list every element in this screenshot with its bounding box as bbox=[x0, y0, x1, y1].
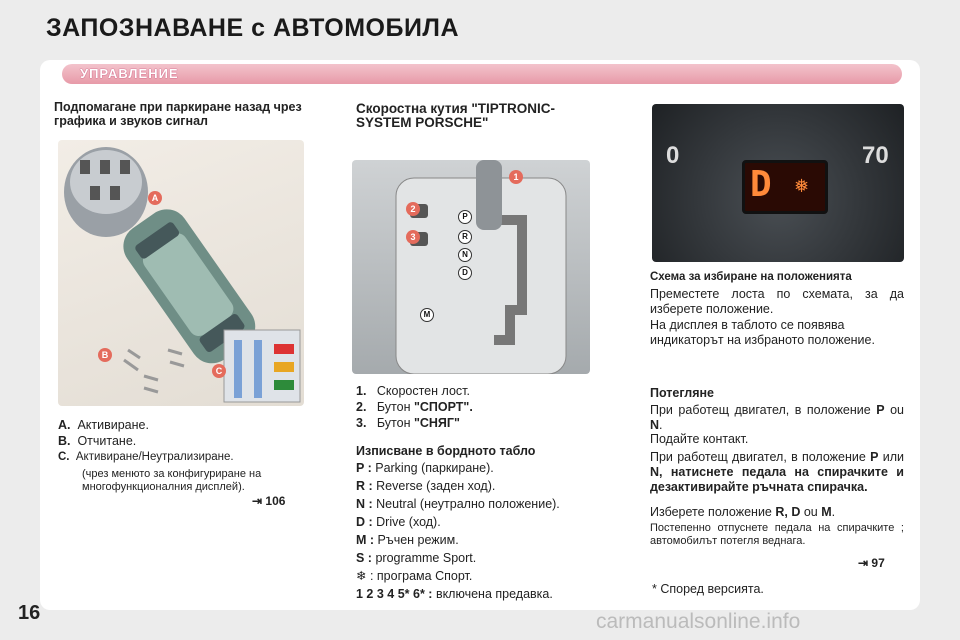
display-item-d: D : Drive (ход). bbox=[356, 515, 441, 529]
callout-3: 3 bbox=[406, 230, 420, 244]
start-paragraph-5: Постепенно отпуснете педала на спирачките ; автомобилът потегля веднага. bbox=[650, 522, 904, 547]
gate-letter-m: M bbox=[420, 308, 434, 322]
scheme-paragraph-2: На дисплея в таблото се появява индикаторът на избраното положение. bbox=[650, 318, 875, 347]
parking-illustration bbox=[58, 140, 304, 406]
parking-heading: Подпомагане при паркиране назад чрез графика и звуков сигнал bbox=[54, 100, 302, 128]
page-title: ЗАПОЗНАВАНЕ с АВТОМОБИЛА bbox=[46, 14, 460, 42]
gearbox-illustration bbox=[352, 160, 590, 374]
parking-note: (чрез менюто за конфигуриране на многофункционалния дисплей). bbox=[82, 468, 262, 493]
display-item-m: M : Ръчен режим. bbox=[356, 533, 459, 547]
start-paragraph-2: Подайте контакт. bbox=[650, 432, 749, 446]
display-item-snow: ❄ : програма Спорт. bbox=[356, 569, 473, 583]
callout-1: 1 bbox=[509, 170, 523, 184]
gearbox-heading: Скоростна кутия "TIPTRONIC-SYSTEM PORSCHE" bbox=[356, 101, 556, 130]
display-item-p: P : Parking (паркиране). bbox=[356, 461, 494, 475]
gate-letter-p: P bbox=[458, 210, 472, 224]
callout-a: A bbox=[148, 191, 162, 205]
display-heading: Изписване в бордното табло bbox=[356, 444, 536, 458]
section-title: УПРАВЛЕНИЕ bbox=[80, 66, 179, 81]
scheme-paragraph-1: Преместете лоста по схемата, за да изберете положение. bbox=[650, 287, 904, 316]
cluster-right-number: 70 bbox=[862, 142, 889, 169]
start-reference: ⇥ 97 bbox=[858, 556, 885, 570]
gearbox-item-1: 1. Скоростен лост. bbox=[356, 384, 470, 398]
start-paragraph-4: Изберете положение R, D ou M. bbox=[650, 505, 836, 519]
page-number: 16 bbox=[18, 602, 41, 624]
start-paragraph-1: При работещ двигател, в положение P ou N. bbox=[650, 403, 904, 432]
start-heading: Потегляне bbox=[650, 386, 715, 400]
section-banner bbox=[62, 64, 902, 84]
snowflake-icon: ❄ bbox=[356, 569, 367, 583]
arrow-icon: ⇥ bbox=[858, 556, 869, 570]
display-item-s: S : programme Sport. bbox=[356, 551, 477, 565]
snowflake-icon: ❅ bbox=[794, 176, 810, 196]
cluster-left-number: 0 bbox=[666, 142, 680, 169]
display-item-gears: 1 2 3 4 5* 6* : включена предавка. bbox=[356, 587, 553, 601]
display-item-r: R : Reverse (заден ход). bbox=[356, 479, 496, 493]
arrow-icon: ⇥ bbox=[252, 494, 263, 508]
instrument-cluster-image bbox=[652, 104, 904, 262]
parking-reference: ⇥ 106 bbox=[252, 494, 286, 508]
parking-item-b: B. Отчитане. bbox=[58, 434, 137, 448]
cluster-gear-letter: D bbox=[750, 164, 772, 205]
parking-item-c: C. Активиране/Неутрализиране. bbox=[58, 451, 234, 463]
gate-letter-d: D bbox=[458, 266, 472, 280]
watermark: carmanualsonline.info bbox=[596, 610, 801, 633]
gate-letter-n: N bbox=[458, 248, 472, 262]
callout-c: C bbox=[212, 364, 226, 378]
gate-letter-r: R bbox=[458, 230, 472, 244]
gearbox-item-3: 3. Бутон "СНЯГ" bbox=[356, 416, 460, 430]
scheme-heading: Схема за избиране на положенията bbox=[650, 271, 852, 283]
footnote: * Според версията. bbox=[652, 582, 764, 596]
start-paragraph-3: При работещ двигател, в положение P или N, натиснете педала на спирачките и дезактивирайте ръчната спирачка. bbox=[650, 450, 904, 494]
parking-item-a: A. Активиране. bbox=[58, 418, 149, 432]
callout-2: 2 bbox=[406, 202, 420, 216]
gearbox-item-2: 2. Бутон "СПОРТ". bbox=[356, 400, 473, 414]
display-item-n: N : Neutral (неутрално положение). bbox=[356, 497, 560, 511]
callout-b: B bbox=[98, 348, 112, 362]
